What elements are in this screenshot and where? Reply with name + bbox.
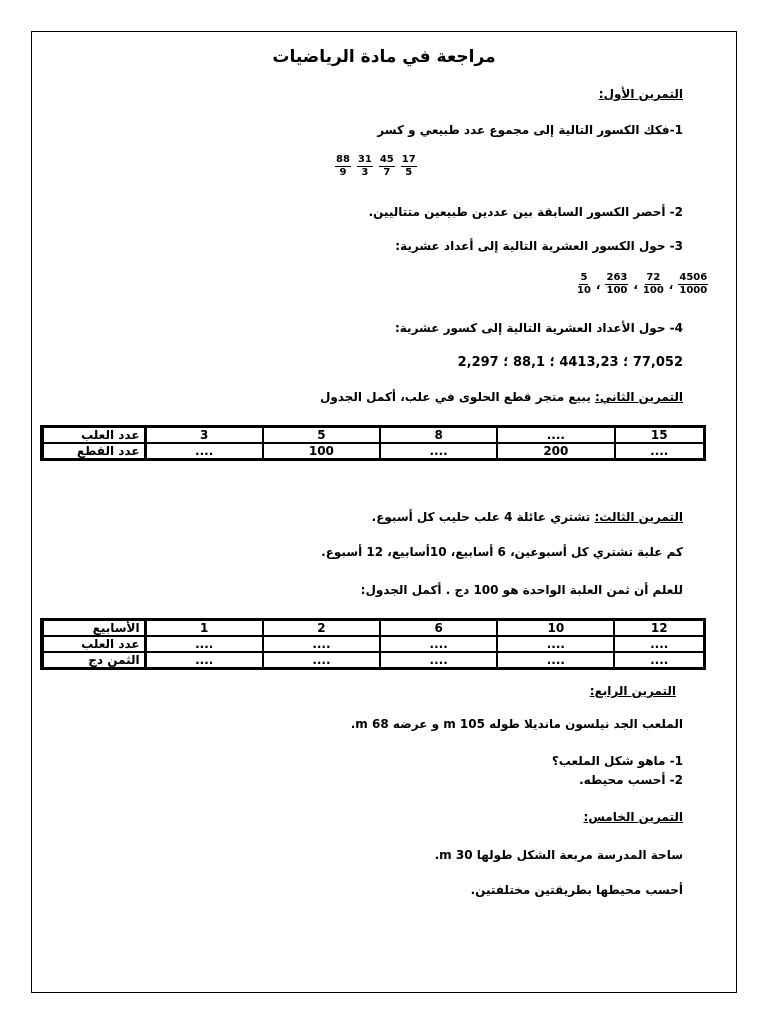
table-cell: .... [146, 636, 263, 652]
table-cell: .... [263, 652, 380, 668]
fraction-numerator: 72 [646, 272, 661, 283]
fraction-numerator: 17 [401, 154, 416, 165]
decimal-fraction [577, 272, 591, 297]
exercise1-question2: 2- أحصر الكسور السابقة بين عددين طبيعين متتاليين. [368, 205, 683, 219]
decimal-fraction [678, 272, 708, 297]
table-cell: 6 [380, 620, 497, 636]
table-cell: .... [146, 652, 263, 668]
fraction-denominator: 100 [642, 285, 664, 296]
table-cell: .... [497, 652, 614, 668]
table-cell: 100 [263, 443, 380, 459]
table-cell: .... [614, 636, 704, 652]
exercise4-question1: 1- ماهو شكل الملعب؟ [551, 754, 683, 768]
fraction-numerator: 4506 [679, 272, 708, 283]
table-cell: .... [497, 636, 614, 652]
table-row-label: عدد العلب [42, 427, 146, 443]
fraction-denominator: 1000 [679, 285, 708, 296]
exercise5-heading: التمرين الخامس: [583, 810, 683, 824]
table-cell: 2 [263, 620, 380, 636]
exercise5-text: ساحة المدرسة مربعة الشكل طولها 30 m. [434, 848, 683, 862]
table-cell: .... [614, 652, 704, 668]
fraction-separator: ، [668, 277, 674, 292]
exercise3-line3: للعلم أن ثمن العلبة الواحدة هو 100 دج . أكمل الجدول: [360, 583, 683, 597]
fractions-row-1 [332, 154, 420, 179]
decimal-numbers: 77,052 ؛ 4413,23 ؛ 88,1 ؛ 2,297 [457, 355, 683, 370]
fraction-denominator: 5 [405, 167, 413, 178]
exercise3-heading: التمرين الثالث: [594, 510, 683, 524]
table-cell: .... [497, 427, 614, 443]
exercise4-question2: 2- أحسب محيطه. [579, 773, 683, 787]
exercise2-text: يبيع متجر قطع الحلوى في علب، أكمل الجدول [319, 390, 596, 404]
table-row [42, 636, 704, 652]
table-row [42, 652, 704, 668]
fraction-separator: ، [595, 277, 601, 292]
table-cell: .... [380, 652, 497, 668]
table-cell: 3 [146, 427, 263, 443]
fraction-denominator: 7 [383, 167, 391, 178]
table-cell: 200 [497, 443, 614, 459]
milk-boxes-table [40, 618, 706, 670]
fraction-denominator: 9 [339, 167, 347, 178]
table-cell: 10 [497, 620, 614, 636]
decimal-fraction [605, 272, 628, 297]
mixed-fraction [401, 154, 417, 179]
page-title: مراجعة في مادة الرياضيات [272, 47, 496, 67]
exercise1-question3: 3- حول الكسور العشرية التالية إلى أعداد عشرية: [395, 239, 683, 253]
fraction-numerator: 88 [336, 154, 350, 165]
fraction-denominator: 3 [361, 167, 369, 178]
table-row [42, 427, 704, 443]
table-cell: .... [146, 443, 263, 459]
table-row-label: الثمن دج [42, 652, 146, 668]
fraction-separator: ، [633, 277, 638, 292]
mixed-fraction [357, 154, 373, 179]
exercise1-question4: 4- حول الأعداد العشرية التالية إلى كسور عشرية: [394, 321, 683, 335]
table-cell: 1 [146, 620, 263, 636]
mixed-fraction [335, 154, 351, 179]
candy-boxes-table [40, 425, 706, 461]
exercise4-heading: التمرين الرابع: [589, 684, 676, 698]
exercise2-line [320, 389, 683, 405]
exercise5-question: أحسب محيطها بطريقتين مختلفتين. [470, 883, 683, 897]
exercise3-text: تشتري عائلة 4 علب حليب كل أسبوع. [371, 510, 595, 524]
table-cell: .... [263, 636, 380, 652]
exercise3-line2: كم علبة تشتري كل أسبوعين، 6 أسابيع، 10أسابيع، 12 أسبوع. [321, 545, 683, 559]
table-cell: 15 [615, 427, 705, 443]
table-cell: .... [615, 443, 705, 459]
table-row-label: عدد العلب [42, 636, 146, 652]
table-cell: .... [380, 443, 497, 459]
exercise3-line [372, 509, 683, 525]
exercise4-text: الملعب الجد نيلسون مانديلا طوله 105 m و عرضه 68 m. [350, 717, 683, 731]
fractions-row-2 [574, 272, 711, 297]
decimal-fraction [643, 272, 664, 297]
table-cell: 8 [380, 427, 497, 443]
table-cell: .... [380, 636, 497, 652]
table-row [42, 443, 704, 459]
mixed-fraction [379, 154, 395, 179]
table-row-label: الأسابيع [42, 620, 146, 636]
fraction-denominator: 100 [606, 285, 628, 296]
table-row-label: عدد القطع [42, 443, 146, 459]
fraction-numerator: 5 [580, 272, 588, 283]
fraction-numerator: 31 [357, 154, 372, 165]
fraction-denominator: 10 [577, 285, 591, 296]
table-cell: 5 [263, 427, 380, 443]
table-row [42, 620, 704, 636]
table-cell: 12 [614, 620, 704, 636]
fraction-numerator: 45 [379, 154, 394, 165]
exercise1-question1: 1-فكك الكسور التالية إلى مجموع عدد طبيعي و كسر [377, 123, 683, 137]
fraction-numerator: 263 [606, 272, 628, 283]
worksheet-page [31, 31, 737, 993]
exercise1-heading: التمرين الأول: [598, 87, 683, 101]
exercise2-heading: التمرين الثاني: [595, 390, 683, 404]
